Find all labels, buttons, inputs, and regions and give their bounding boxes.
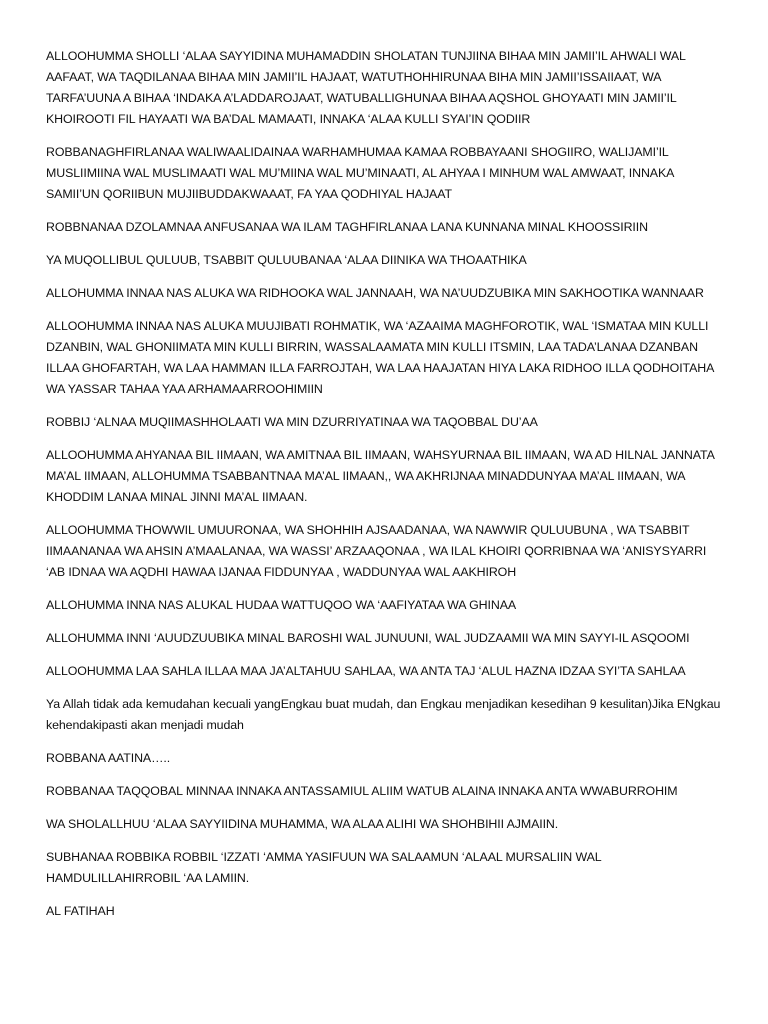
translation-paragraph: Ya Allah tidak ada kemudahan kecuali yangEngkau buat mudah, dan Engkau menjadikan kesedihan 9 kesulitan)Jika ENgkau kehendakipasti akan menjadi mudah [46, 697, 721, 732]
prayer-paragraph-4: YA MUQOLLIBUL QULUUB, TSABBIT QULUUBANAA ‘ALAA DIINIKA WA THOAATHIKA [46, 253, 527, 267]
prayer-paragraph-11: ALLOHUMMA INNI ‘AUUDZUUBIKA MINAL BAROSHI WAL JUNUUNI, WAL JUDZAAMII WA MIN SAYYI-IL ASQOOMI [46, 631, 690, 645]
prayer-paragraph-8: ALLOOHUMMA AHYANAA BIL IIMAAN, WA AMITNAA BIL IIMAAN, WAHSYURNAA BIL IIMAAN, WA AD HILNAL JANNATA MA’AL IIMAAN, ALLOHUMMA TSABBANTNAA MA’AL IIMAAN,, WA AKHRIJNAA MINADDUNYAA MA’AL IIMAAN, WA KHODDIM LANAA MINAL JINNI MA’AL IIMAAN. [46, 448, 715, 504]
prayer-paragraph-5: ALLOHUMMA INNAA NAS ALUKA WA RIDHOOKA WAL JANNAAH, WA NA’UUDZUBIKA MIN SAKHOOTIKA WANNAAR [46, 286, 704, 300]
prayer-paragraph-9: ALLOOHUMMA THOWWIL UMUURONAA, WA SHOHHIH AJSAADANAA, WA NAWWIR QULUUBUNA , WA TSABBIT IIMAANANAA WA AHSIN A’MAALANAA, WA WASSI’ ARZAAQONAA , WA ILAL KHOIRI QORRIBNAA WA ‘ANISYSYARRI ‘AB IDNAA WA AQDHI HAWAA IJANAA FIDDUNYAA , WADDUNYAA WAL AAKHIROH [46, 523, 707, 579]
prayer-paragraph-12: ALLOOHUMMA LAA SAHLA ILLAA MAA JA’ALTAHUU SAHLAA, WA ANTA TAJ ‘ALUL HAZNA IDZAA SYI’TA SAHLAA [46, 664, 686, 678]
prayer-paragraph-2: ROBBANAGHFIRLANAA WALIWAALIDAINAA WARHAMHUMAA KAMAA ROBBAYAANI SHOGIIRO, WALIJAMI’IL MUSLIIMIINA WAL MUSLIMAATI WAL MU’MIINA WAL MU’MINAATI, AL AHYAA I MINHUM WAL AMWAAT, INNAKA SAMII’UN QORIIBUN MUJIIBUDDAKWAAAT, FA YAA QODHIYAL HAJAAT [46, 145, 674, 201]
document-page [46, 46, 726, 934]
prayer-paragraph-7: ROBBIJ ‘ALNAA MUQIIMASHHOLAATI WA MIN DZURRIYATINAA WA TAQOBBAL DU’AA [46, 415, 538, 429]
prayer-paragraph-15: ROBBANAA TAQQOBAL MINNAA INNAKA ANTASSAMIUL ALIIM WATUB ALAINA INNAKA ANTA WWABURROHIM [46, 784, 678, 798]
prayer-paragraph-6: ALLOOHUMMA INNAA NAS ALUKA MUUJIBATI ROHMATIK, WA ‘AZAAIMA MAGHFOROTIK, WAL ‘ISMATAA MIN KULLI DZANBIN, WAL GHONIIMATA MIN KULLI BIRRIN, WASSALAAMATA MIN KULLI ITSMIN, LAA TADA’LANAA DZANBAN ILLAA GHOFARTAH, WA LAA HAMMAN ILLA FARROJTAH, WA LAA HAAJATAN HIYA LAKA RIDHOO ILLA QODHOITAHA WA YASSAR TAHAA YAA ARHAMAARROOHIMIIN [46, 319, 714, 396]
prayer-paragraph-3: ROBBNANAA DZOLAMNAA ANFUSANAA WA ILAM TAGHFIRLANAA LANA KUNNANA MINAL KHOOSSIRIIN [46, 220, 648, 234]
prayer-paragraph-17: SUBHANAA ROBBIKA ROBBIL ‘IZZATI ‘AMMA YASIFUUN WA SALAAMUN ‘ALAAL MURSALIIN WAL HAMDULILLAHIRROBIL ‘AA LAMIIN. [46, 850, 602, 885]
prayer-paragraph-14: ROBBANA AATINA….. [46, 751, 171, 765]
prayer-paragraph-1: ALLOOHUMMA SHOLLI ‘ALAA SAYYIDINA MUHAMADDIN SHOLATAN TUNJIINA BIHAA MIN JAMII’IL AHWALI WAL AAFAAT, WA TAQDILANAA BIHAA MIN JAMII’IL HAJAAT, WATUTHOHHIRUNAA BIHA MIN JAMII’ISSAIIAAT, WA TARFA’UUNA A BIHAA ‘INDAKA A’LADDAROJAAT, WATUBALLIGHUNAA BIHAA AQSHOL GHOYAATI MIN JAMII’IL KHOIROOTI FIL HAYAATI WA BA’DAL MAMAATI, INNAKA ‘ALAA KULLI SYAI’IN QODIIR [46, 49, 686, 126]
prayer-paragraph-16: WA SHOLALLHUU ‘ALAA SAYYIIDINA MUHAMMA, WA ALAA ALIHI WA SHOHBIHII AJMAIIN. [46, 817, 559, 831]
prayer-paragraph-10: ALLOHUMMA INNA NAS ALUKAL HUDAA WATTUQOO WA ‘AAFIYATAA WA GHINAA [46, 598, 517, 612]
closing-line: AL FATIHAH [46, 904, 115, 918]
